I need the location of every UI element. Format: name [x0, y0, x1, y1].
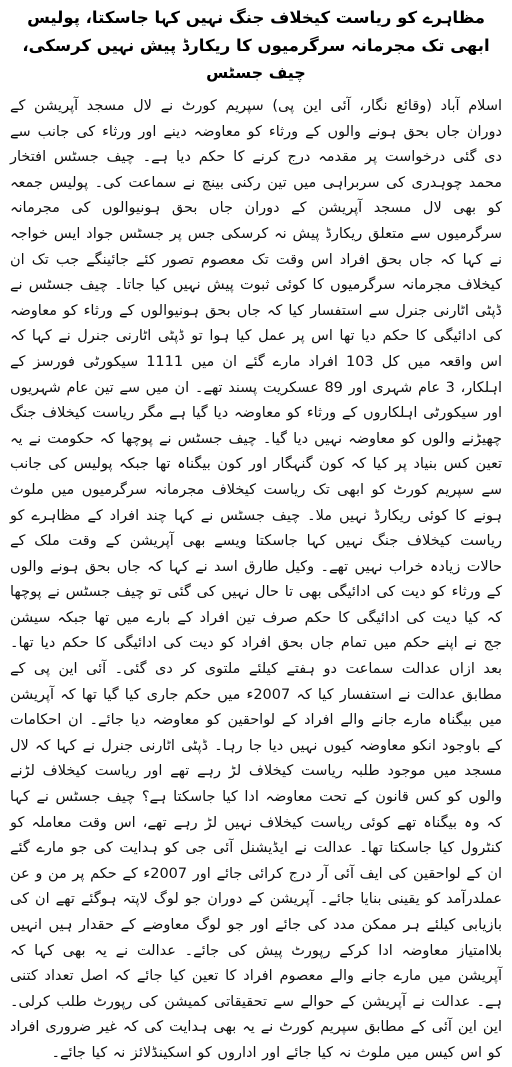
article-headline: مظاہرے کو ریاست کیخلاف جنگ نہیں کہا جاسکتا، پولیس ابھی تک مجرمانہ سرگرمیوں کا ریکارڈ پیش نہیں کرسکی، [22, 8, 490, 55]
article-paragraph: اسلام آباد (وقائع نگار، آئی این پی) سپریم کورٹ نے لال مسجد آپریشن کے دوران جاں بحق ہونے والوں کے ورثاء کو معاوضہ دینے اور ورثاء کی جانب سے دی گئی درخواست پر مقدمہ درج کرنے کا حکم دیا ہے۔ چیف جسٹس افتخار محمد چوہدری کی سربراہی میں تین رکنی بینچ نے سماعت کی۔ پولیس جمعہ کو بھی لال مسجد آپریشن کے دوران جاں بحق ہونیوالوں کی مجرمانہ سرگرمیوں سے متعلق ریکارڈ پیش نہ کرسکی جس پر جسٹس جواد ایس خواجہ نے کہا کہ جاں بحق افراد اس وقت تک معصوم تصور کئے جائینگے جب تک ان کیخلاف مجرمانہ سرگرمیوں کا کوئی ثبوت پیش نہیں کیا جاتا۔ چیف جسٹس نے ڈپٹی اٹارنی جنرل سے استفسار کیا کہ جاں بحق ہونیوالوں کے ورثاء کو معاوضہ کی ادائیگی کا حکم دیا تھا اس پر عمل کیا ہوا تو ڈپٹی اٹارنی جنرل نے کہا کہ اس واقعہ میں کل 103 افراد مارے گئے ان میں 1111 سیکورٹی فورسز کے اہلکار، 3 عام شہری اور 89 عسکریت پسند تھے۔ ان میں سے تین عام شہریوں اور سیکورٹی اہلکاروں کے ورثاء کو معاوضہ دیا گیا ہے مگر ریاست کیخلاف جنگ چھیڑنے والوں کو معاوضہ نہیں دیا گیا۔ چیف جسٹس نے پوچھا کہ حکومت نے یہ تعین کس بنیاد پر کیا کہ کون گنہگار اور کون بیگناہ تھا جبکہ پولیس کی جانب سے سپریم کورٹ کو ابھی تک ریاست کیخلاف مجرمانہ سرگرمیوں میں ملوث ہونے کا کوئی ریکارڈ نہیں ملا۔ چیف جسٹس نے کہا چند افراد کے مظاہرے کو ریاست کیخلاف جنگ نہیں کہا جاسکتا ویسے بھی آپریشن کے وقت ملک کے حالات زیادہ خراب نہیں تھے۔ وکیل طارق اسد نے کہا کہ جاں بحق ہونے والوں کے ورثاء کو دیت کی ادائیگی بھی تا حال نہیں کی گئی تو چیف جسٹس نے پوچھا کہ کیا دیت کی ادائیگی کا حکم صرف تین افراد کے بارے میں تھا جبکہ سیشن جج نے اپنے حکم میں تمام جاں بحق افراد کو دیت کی ادائیگی کا حکم دیا تھا۔ بعد ازاں عدالت سماعت دو ہفتے کیلئے ملتوی کر دی گئی۔ آئی این پی کے مطابق عدالت نے استفسار کیا کہ 2007ء میں حکم جاری کیا گیا تھا کہ آپریشن میں بیگناہ مارے جانے والے افراد کے لواحقین کو معاوضہ دیا جائے۔ ان احکامات کے باوجود انکو معاوضہ کیوں نہیں دیا جا رہا۔ ڈپٹی اٹارنی جنرل نے کہا کہ لال مسجد میں موجود طلبہ ریاست کیخلاف لڑ رہے تھے اور ریاست کیخلاف لڑنے والوں کو کس قانون کے تحت معاوضہ ادا کیا جاسکتا ہے؟ چیف جسٹس نے کہا کہ وہ بیگناہ تھے کوئی ریاست کیخلاف نہیں لڑ رہے تھے، اس وقت معاملہ کو کنٹرول کیا جاسکتا تھا۔ عدالت نے ایڈیشنل آئی جی کو ہدایت کی جو مارے گئے ان کے لواحقین کی ایف آئی آر درج کرائی جائے اور 2007ء کے حکم پر من و عن عملدرآمد کو یقینی بنایا جائے۔ آپریشن کے دوران جو لوگ لاپتہ ہوگئے تھے ان کی بازیابی کیلئے ہر ممکن مدد کی جائے اور جو لوگ معاوضے کے حقدار ہیں انہیں بلاامتیاز معاوضہ ادا کرکے رپورٹ پیش کی جائے۔ عدالت نے یہ بھی کہا کہ آپریشن میں مارے جانے والے معصوم افراد کا تعین کیا جائے کہ اصل تعداد کتنی ہے۔ عدالت نے آپریشن کے حوالے سے تحقیقاتی کمیشن کی رپورٹ طلب کرلی۔ این این آئی کے مطابق سپریم کورٹ نے یہ بھی ہدایت کی کہ غیر ضروری افراد کو اس کیس میں ملوث نہ کیا جائے اور اداروں کو اسکینڈلائز نہ کیا جائے۔ [10, 98, 503, 1061]
article-body [10, 94, 502, 1067]
article-byline: چیف جسٹس [206, 63, 306, 82]
